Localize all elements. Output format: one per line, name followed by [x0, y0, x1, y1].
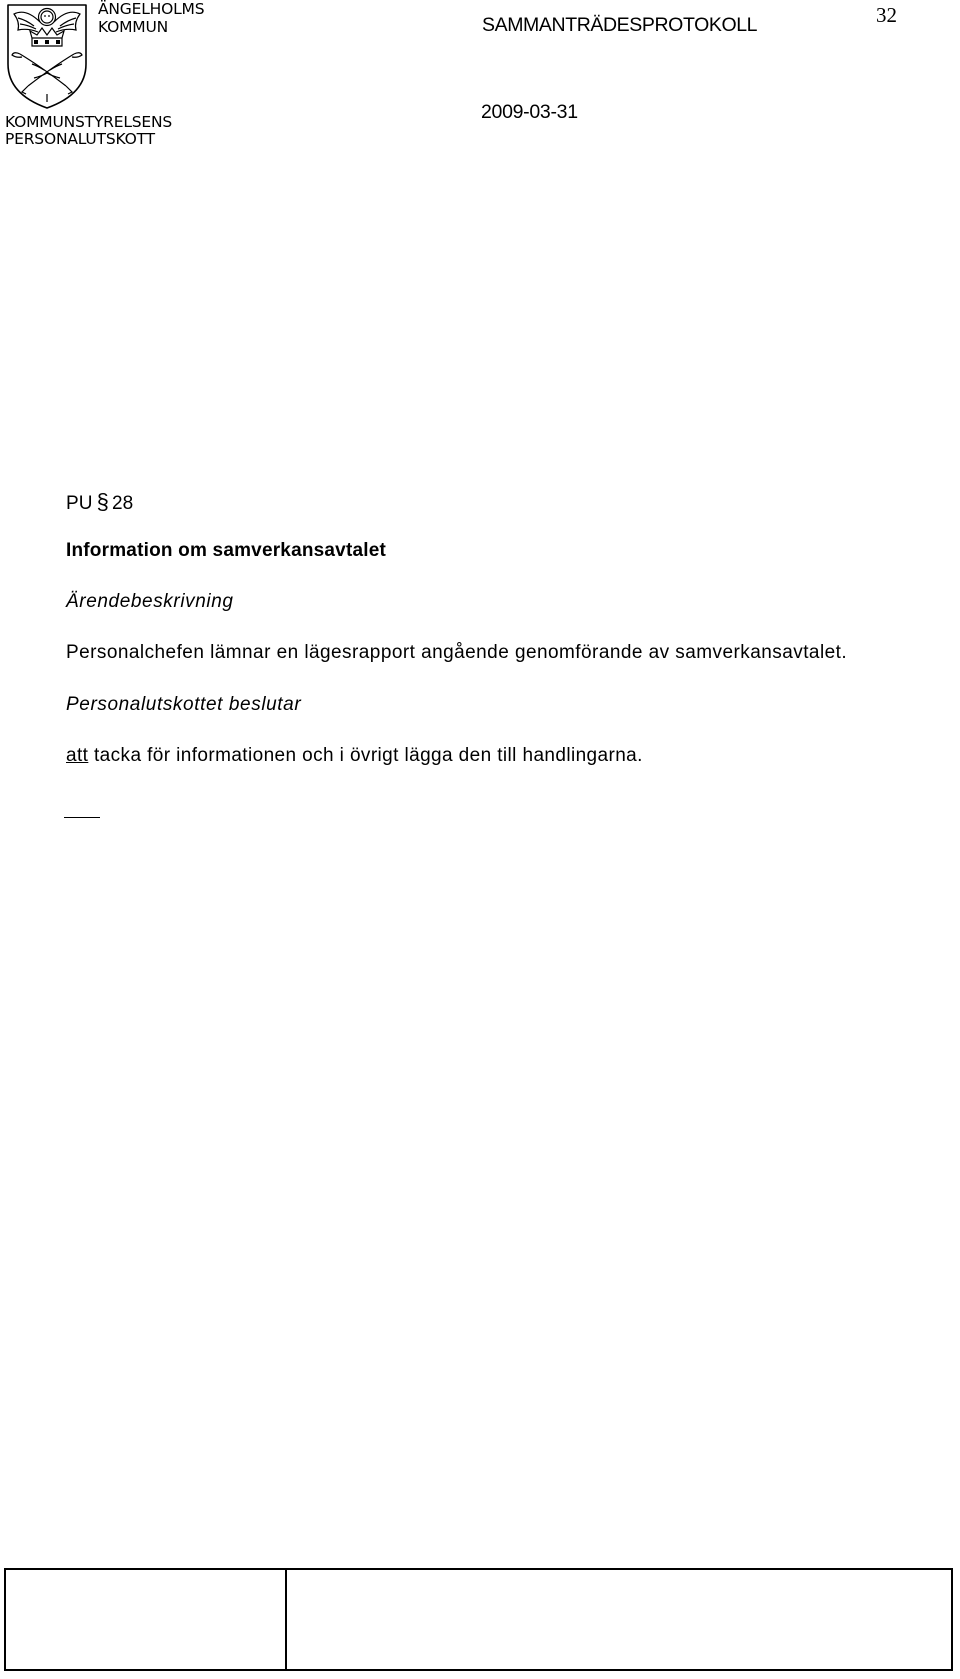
decision-heading: Personalutskottet beslutar	[66, 694, 302, 715]
decision-body: tacka för informationen och i övrigt lägga den till handlingarna.	[88, 745, 643, 766]
paragraph-reference	[66, 489, 133, 515]
municipality-name-line-1: ÄNGELHOLMS	[98, 0, 205, 18]
item-title: Information om samverkansavtalet	[66, 540, 387, 561]
att-keyword: att	[66, 745, 89, 766]
coat-of-arms-icon	[4, 2, 90, 110]
description-heading: Ärendebeskrivning	[66, 591, 234, 612]
meeting-date: 2009-03-31	[481, 101, 578, 123]
paragraph-prefix: PU	[66, 493, 93, 514]
description-text: Personalchefen lämnar en lägesrapport angående genomförande av samverkansavtalet.	[66, 642, 848, 663]
document-type: SAMMANTRÄDESPROTOKOLL	[482, 14, 758, 36]
short-rule-divider	[64, 817, 100, 818]
page-number: 32	[876, 3, 897, 27]
section-sign: §	[96, 489, 109, 514]
signature-box	[4, 1568, 953, 1671]
paragraph-number: 28	[111, 493, 134, 514]
committee-name-line-1: KOMMUNSTYRELSENS	[5, 113, 173, 131]
signature-cell-right	[287, 1570, 951, 1669]
signature-cell-left	[6, 1570, 287, 1669]
municipality-name-line-2: KOMMUN	[98, 18, 169, 36]
committee-name-line-2: PERSONALUTSKOTT	[5, 130, 155, 148]
decision-text	[66, 745, 643, 767]
